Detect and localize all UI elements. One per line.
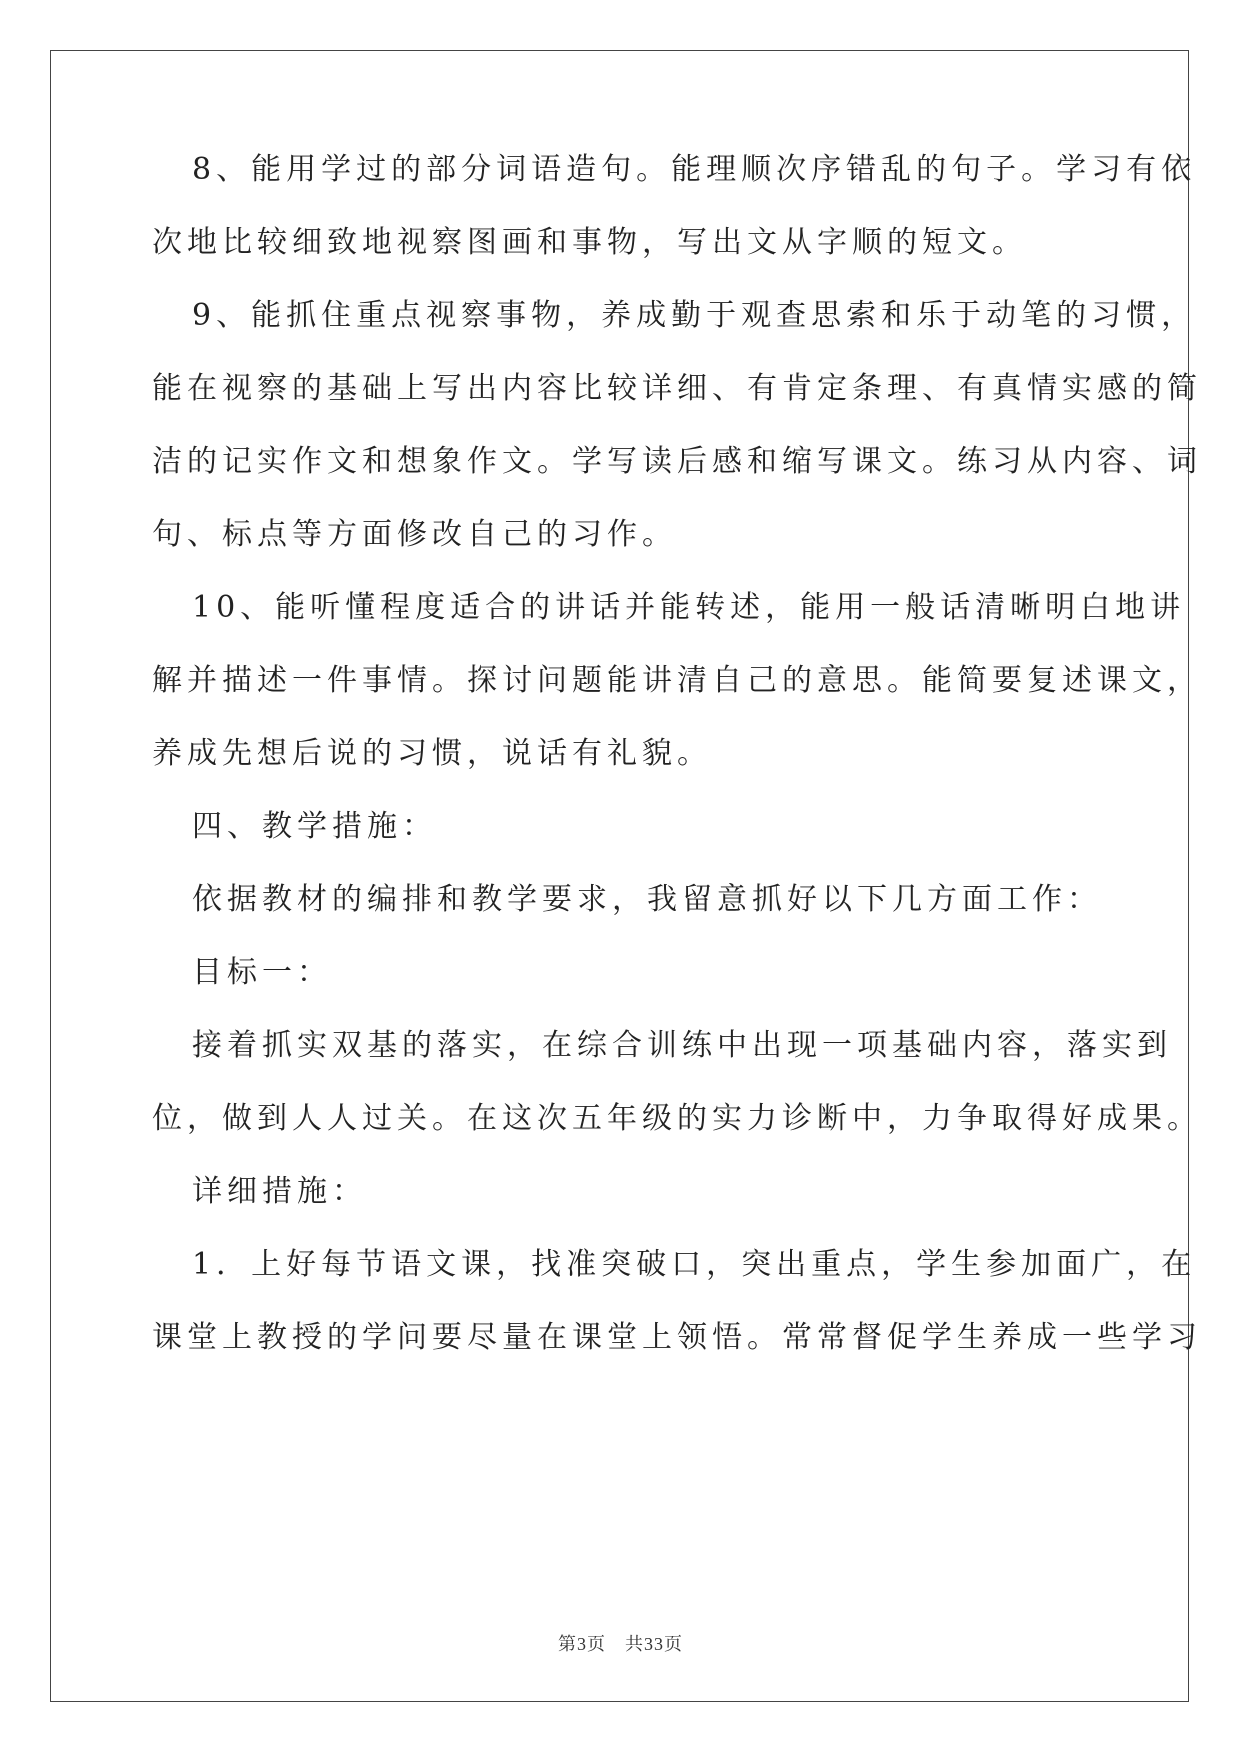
text-line: 8、能用学过的部分词语造句。能理顺次序错乱的句子。学习有依 bbox=[192, 152, 1197, 187]
text-line: 养成先想后说的习惯，说话有礼貌。 bbox=[152, 736, 712, 771]
text-line: 10、能听懂程度适合的讲话并能转述，能用一般话清晰明白地讲 bbox=[192, 590, 1186, 625]
subheading: 详细措施： bbox=[192, 1174, 367, 1209]
footer-middle: 页 共 bbox=[587, 1634, 644, 1655]
current-page-number: 3 bbox=[577, 1634, 587, 1654]
text-line: 1．上好每节语文课，找准突破口，突出重点，学生参加面广，在 bbox=[192, 1247, 1197, 1282]
text-line: 位，做到人人过关。在这次五年级的实力诊断中，力争取得好成果。 bbox=[152, 1101, 1202, 1136]
footer-suffix: 页 bbox=[664, 1634, 683, 1655]
footer-prefix: 第 bbox=[558, 1634, 577, 1655]
text-line: 9、能抓住重点视察事物，养成勤于观查思索和乐于动笔的习惯， bbox=[192, 298, 1197, 333]
text-line: 句、标点等方面修改自己的习作。 bbox=[152, 517, 677, 552]
text-line: 接着抓实双基的落实，在综合训练中出现一项基础内容，落实到 bbox=[192, 1028, 1172, 1063]
page-footer bbox=[0, 1630, 1241, 1656]
text-line: 洁的记实作文和想象作文。学写读后感和缩写课文。练习从内容、词 bbox=[152, 444, 1202, 479]
total-page-number: 33 bbox=[644, 1634, 664, 1654]
text-line: 次地比较细致地视察图画和事物，写出文从字顺的短文。 bbox=[152, 225, 1027, 260]
text-line: 解并描述一件事情。探讨问题能讲清自己的意思。能简要复述课文， bbox=[152, 663, 1202, 698]
text-line: 课堂上教授的学问要尽量在课堂上领悟。常常督促学生养成一些学习 bbox=[152, 1320, 1202, 1355]
text-line: 依据教材的编排和教学要求，我留意抓好以下几方面工作： bbox=[192, 882, 1102, 917]
subheading: 目标一： bbox=[192, 955, 332, 990]
section-heading: 四、教学措施： bbox=[192, 809, 437, 844]
text-line: 能在视察的基础上写出内容比较详细、有肯定条理、有真情实感的简 bbox=[152, 371, 1202, 406]
